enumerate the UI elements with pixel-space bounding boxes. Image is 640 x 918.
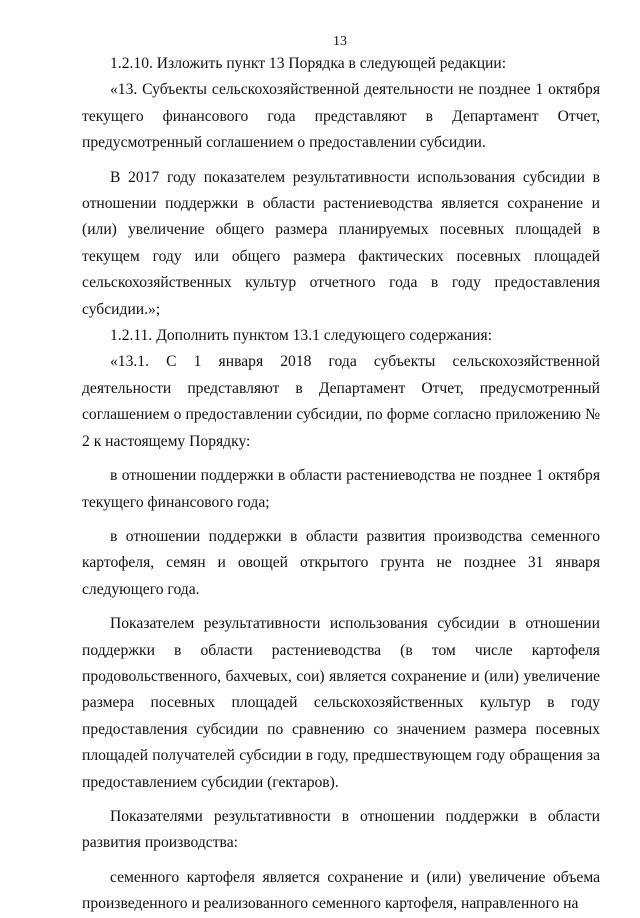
- paragraph-2017-indicator: В 2017 году показателем результативности использования субсидии в отношении поддержки в области растениеводства является сохранение и (или) увеличение общего размера планируемых посевных площадей в текущем году или общего размера фактических посевных площадей сельскохозяйственных культур отчетного года в году предоставления субсидии.»;: [82, 168, 600, 318]
- paragraph-crop-indicator: Показателем результативности использования субсидии в отношении поддержки в области растениеводства (в том числе картофеля продовольственного, бахчевых, сои) является сохранение и (или) увеличение размера посевных площадей сельскохозяйственных культур в году предоставления субсидии по сравнению со значением размера посевных площадей получателей субсидии в году, предшествующем году обращения за предоставлением субсидии (гектаров).: [82, 615, 600, 791]
- paragraph-item-13-1: «13.1. С 1 января 2018 года субъекты сельскохозяйственной деятельности представляют в Департамент Отчет, предусмотренный соглашением о предоставлении субсидии, по форме согласно приложению № 2 к настоящему Порядку:: [82, 353, 600, 450]
- page-number: 13: [333, 34, 347, 49]
- paragraph-1-2-10: 1.2.10. Изложить пункт 13 Порядка в следующей редакции:: [110, 55, 507, 72]
- paragraph-1-2-11: 1.2.11. Дополнить пунктом 13.1 следующего содержания:: [110, 327, 493, 345]
- paragraph-item-13: «13. Субъекты сельскохозяйственной деятельности не позднее 1 октября текущего финансового года представляют в Департамент Отчет, предусмотренный соглашением о предоставлении субсидии.: [82, 81, 600, 152]
- paragraph-seed-potato: семенного картофеля является сохранение и (или) увеличение объема произведенного и реализованного семенного картофеля, направленного на: [82, 868, 600, 913]
- paragraph-development-indicators: Показателями результативности в отношении поддержки в области развития производства:: [82, 807, 600, 852]
- document-body: [82, 51, 600, 918]
- paragraph-crop-deadline: в отношении поддержки в области растениеводства не позднее 1 октября текущего финансового года;: [82, 467, 600, 511]
- paragraph-seed-deadline: в отношении поддержки в области развития производства семенного картофеля, семян и овощей открытого грунта не позднее 31 января следующего года.: [82, 527, 600, 598]
